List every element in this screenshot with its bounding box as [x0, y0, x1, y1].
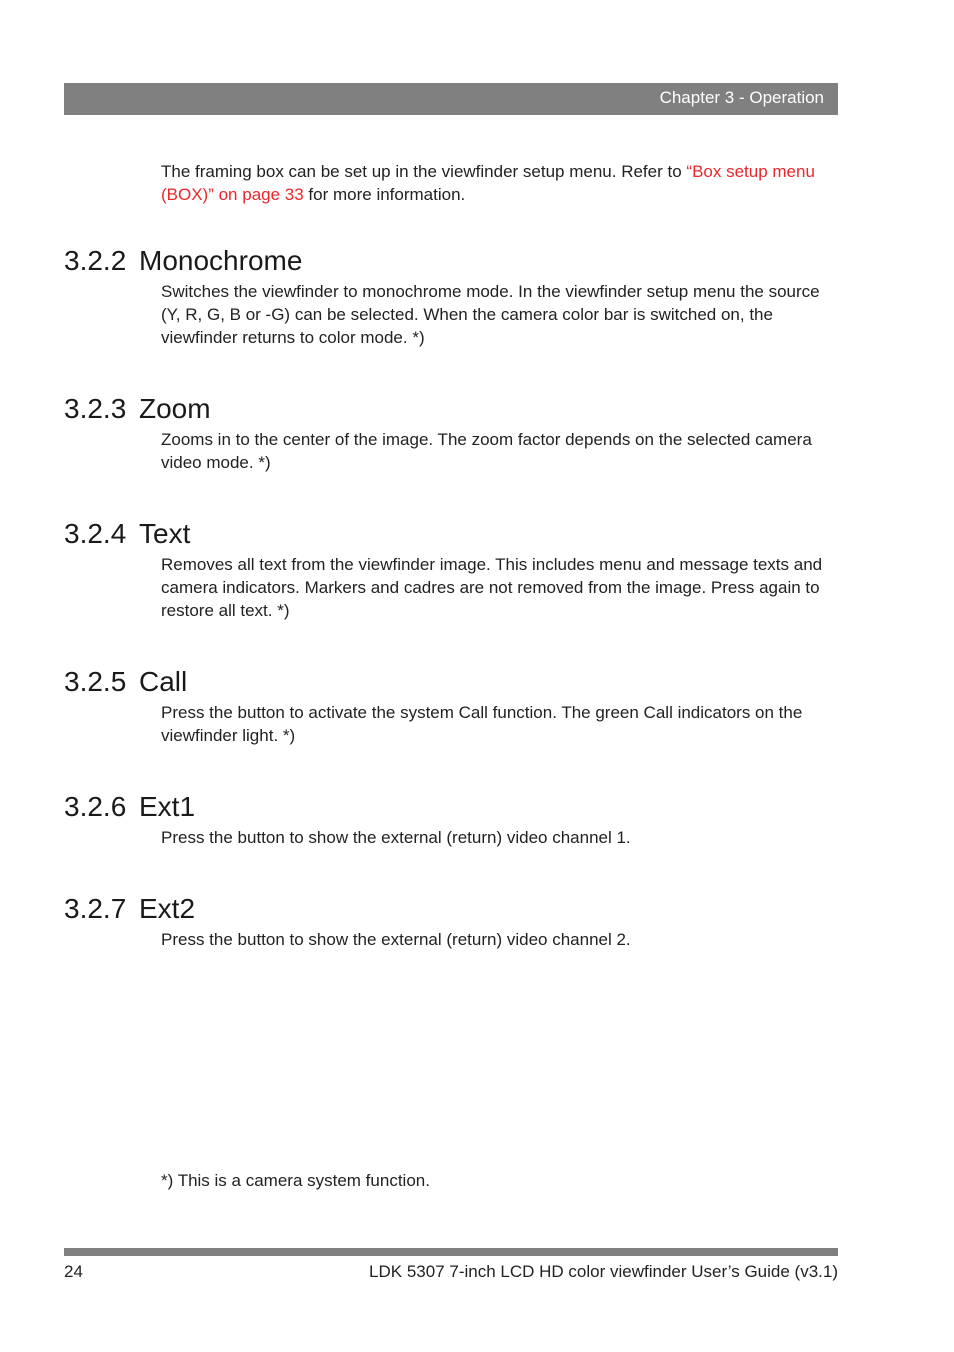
section-title: Text	[139, 518, 191, 549]
section-body: Zooms in to the center of the image. The zoom factor depends on the selected camera video mode. *)	[161, 430, 812, 472]
footnote: *) This is a camera system function.	[161, 1171, 430, 1190]
section-heading	[64, 517, 844, 551]
section-title: Ext1	[139, 791, 196, 822]
section-heading	[64, 790, 844, 824]
section-number: 3.2.7	[64, 893, 127, 924]
intro-paragraph	[161, 160, 841, 206]
section-number: 3.2.2	[64, 245, 127, 276]
section-number: 3.2.3	[64, 393, 127, 424]
section-monochrome	[64, 244, 844, 349]
section-title: Call	[139, 666, 188, 697]
footer-document-title: LDK 5307 7-inch LCD HD color viewfinder User’s Guide (v3.1)	[369, 1262, 838, 1281]
section-body: Press the button to show the external (return) video channel 1.	[161, 828, 631, 847]
section-number: 3.2.6	[64, 791, 127, 822]
section-zoom	[64, 392, 844, 474]
section-heading	[64, 665, 844, 699]
section-body: Switches the viewfinder to monochrome mode. In the viewfinder setup menu the source (Y, R, G, B or -G) can be selected. When the camera color bar is switched on, the viewfinder returns to color mode. *)	[161, 282, 820, 347]
box-setup-link[interactable]: “Box setup menu (BOX)” on page 33	[161, 162, 815, 204]
section-heading	[64, 892, 844, 926]
intro-text-after: for more information.	[303, 185, 466, 204]
section-title: Ext2	[139, 893, 196, 924]
section-title: Zoom	[139, 393, 211, 424]
section-call	[64, 665, 844, 747]
page-number: 24	[64, 1262, 83, 1281]
section-body: Removes all text from the viewfinder image. This includes menu and message texts and camera indicators. Markers and cadres are not removed from the image. Press again to restore all text. *)	[161, 555, 823, 620]
section-body: Press the button to activate the system Call function. The green Call indicators on the viewfinder light. *)	[161, 703, 803, 745]
section-ext2	[64, 892, 844, 951]
section-heading	[64, 392, 844, 426]
chapter-header-bar	[64, 83, 838, 115]
section-body: Press the button to show the external (return) video channel 2.	[161, 930, 631, 949]
section-text	[64, 517, 844, 622]
section-number: 3.2.4	[64, 518, 127, 549]
section-title: Monochrome	[139, 245, 303, 276]
section-heading	[64, 244, 844, 278]
footer-bar	[64, 1248, 838, 1256]
section-number: 3.2.5	[64, 666, 127, 697]
section-ext1	[64, 790, 844, 849]
intro-text-before: The framing box can be set up in the viewfinder setup menu. Refer to	[161, 162, 687, 181]
chapter-title: Chapter 3 - Operation	[659, 88, 824, 107]
